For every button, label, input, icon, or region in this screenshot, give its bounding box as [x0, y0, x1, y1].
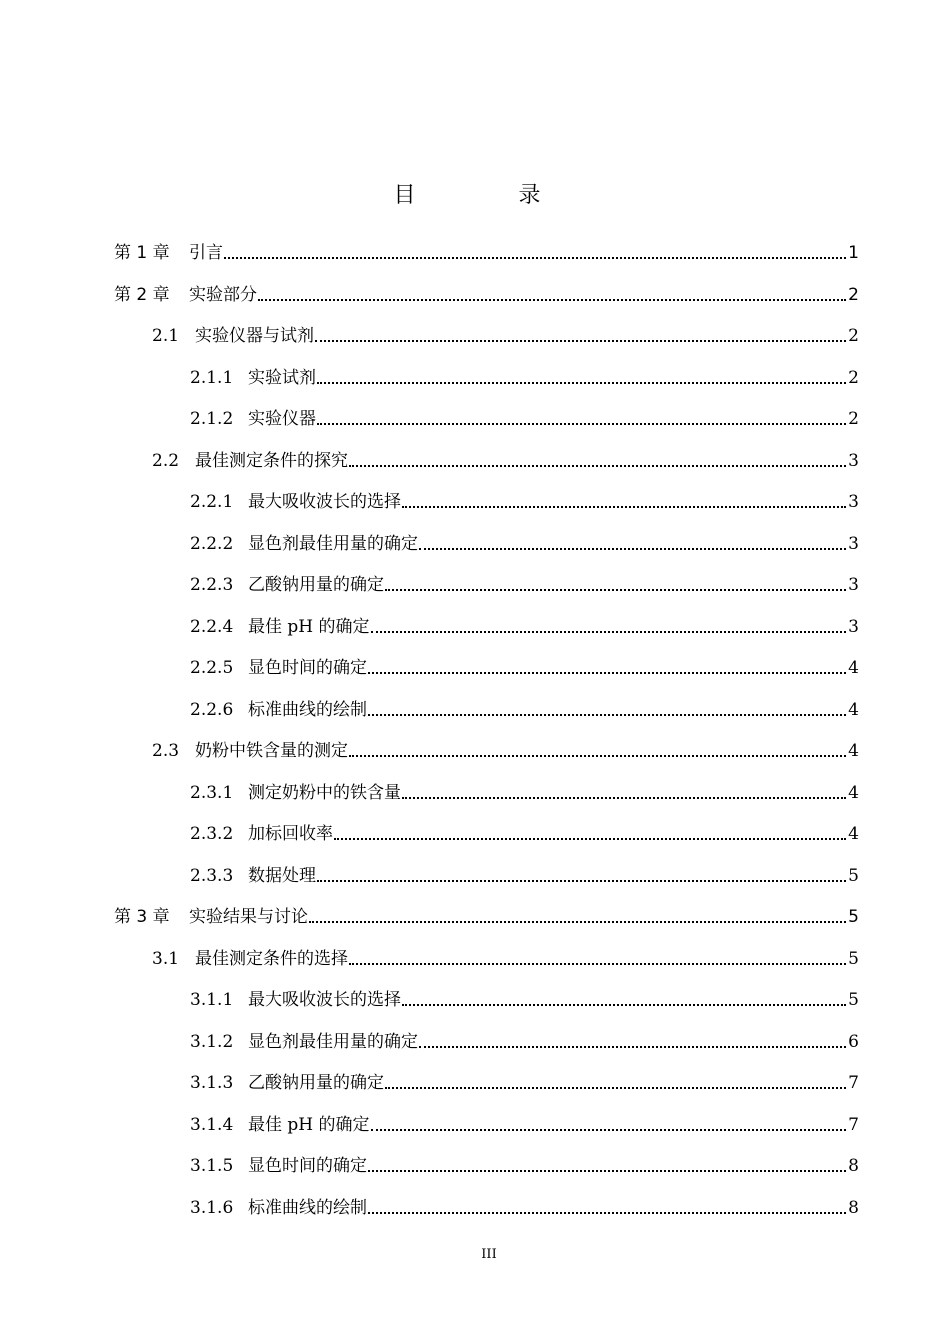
dot-leader — [385, 1087, 846, 1089]
toc-entry[interactable] — [190, 569, 859, 595]
toc-entry-title: 最大吸收波长的选择 — [248, 990, 401, 1010]
dot-leader — [368, 1170, 846, 1172]
dot-leader — [402, 506, 846, 508]
toc-entry-page: 5 — [848, 949, 859, 969]
toc-entry[interactable] — [190, 611, 859, 637]
toc-entry-title: 最大吸收波长的选择 — [248, 492, 401, 512]
toc-entry-number: 2.2.2 — [190, 534, 234, 554]
toc-entry-number: 3.1.4 — [190, 1115, 234, 1135]
toc-entry[interactable] — [190, 1150, 859, 1176]
toc-entry[interactable] — [190, 818, 859, 844]
toc-entry[interactable] — [190, 652, 859, 678]
toc-entry-title: 最佳测定条件的探究 — [195, 451, 348, 471]
dot-leader — [371, 631, 847, 633]
toc-entry-page: 6 — [848, 1032, 859, 1052]
toc-entry[interactable] — [190, 528, 859, 554]
toc-entry[interactable] — [190, 1109, 859, 1135]
toc-entry-number: 2.3 — [152, 741, 180, 761]
toc-entry-title: 显色剂最佳用量的确定 — [248, 1032, 418, 1052]
toc-entry-number: 2.1 — [152, 326, 180, 346]
toc-entry-number: 2.3.3 — [190, 866, 234, 886]
toc-entry-title: 实验试剂 — [248, 368, 316, 388]
toc-entry-page: 3 — [848, 617, 859, 637]
toc-entry-page: 5 — [848, 866, 859, 886]
toc-entry-page: 3 — [848, 451, 859, 471]
toc-entry[interactable] — [190, 984, 859, 1010]
dot-leader — [334, 838, 846, 840]
toc-entry-number: 2.2.3 — [190, 575, 234, 595]
toc-entry-number: 第 2 章 — [114, 285, 170, 305]
toc-entry-number: 第 3 章 — [114, 907, 170, 927]
dot-leader — [258, 299, 846, 301]
toc-entry-page: 4 — [848, 783, 859, 803]
dot-leader — [317, 423, 846, 425]
toc-entry-number: 2.2.1 — [190, 492, 234, 512]
toc-entry-page: 2 — [848, 409, 859, 429]
dot-leader — [317, 880, 846, 882]
toc-entry[interactable] — [114, 237, 859, 263]
toc-entry[interactable] — [152, 320, 859, 346]
toc-entry-page: 3 — [848, 575, 859, 595]
toc-entry-title: 显色时间的确定 — [248, 658, 367, 678]
toc-entry-title: 数据处理 — [248, 866, 316, 886]
dot-leader — [419, 1046, 846, 1048]
toc-entry-number: 3.1.5 — [190, 1156, 234, 1176]
toc-entry-page: 4 — [848, 658, 859, 678]
toc-entry-number: 3.1.3 — [190, 1073, 234, 1093]
toc-entry-number: 2.1.1 — [190, 368, 234, 388]
toc-entry-number: 2.3.2 — [190, 824, 234, 844]
toc-entry[interactable] — [190, 777, 859, 803]
toc-entry-title: 显色时间的确定 — [248, 1156, 367, 1176]
toc-entry-number: 2.2 — [152, 451, 180, 471]
toc-entry-page: 5 — [848, 907, 859, 927]
toc-entry-title: 实验部分 — [189, 285, 257, 305]
toc-entry-number: 2.2.6 — [190, 700, 234, 720]
dot-leader — [385, 589, 846, 591]
toc-entry-number: 3.1.1 — [190, 990, 234, 1010]
dot-leader — [349, 465, 846, 467]
toc-entry-page: 7 — [848, 1115, 859, 1135]
toc-entry[interactable] — [190, 694, 859, 720]
toc-entry-page: 1 — [848, 243, 859, 263]
toc-entry-page: 3 — [848, 534, 859, 554]
page-number-footer: III — [481, 1247, 497, 1262]
toc-entry-page: 4 — [848, 700, 859, 720]
dot-leader — [368, 714, 846, 716]
toc-entry[interactable] — [190, 403, 859, 429]
toc-entry[interactable] — [190, 486, 859, 512]
toc-entry-number: 3.1 — [152, 949, 180, 969]
toc-entry[interactable] — [152, 445, 859, 471]
dot-leader — [368, 672, 846, 674]
dot-leader — [402, 797, 846, 799]
toc-entry-page: 7 — [848, 1073, 859, 1093]
dot-leader — [402, 1004, 846, 1006]
toc-entry-title: 标准曲线的绘制 — [248, 1198, 367, 1218]
toc-entry-number: 2.2.4 — [190, 617, 234, 637]
dot-leader — [368, 1212, 846, 1214]
dot-leader — [315, 340, 846, 342]
toc-entry-page: 2 — [848, 326, 859, 346]
toc-entry-page: 2 — [848, 285, 859, 305]
toc-entry-title: 最佳 pH 的确定 — [248, 617, 370, 637]
toc-entry-page: 3 — [848, 492, 859, 512]
toc-entry[interactable] — [152, 735, 859, 761]
toc-entry-number: 2.1.2 — [190, 409, 234, 429]
toc-entry-page: 2 — [848, 368, 859, 388]
toc-entry-title: 测定奶粉中的铁含量 — [248, 783, 401, 803]
toc-entry-title: 实验仪器与试剂 — [195, 326, 314, 346]
toc-entry-number: 3.1.6 — [190, 1198, 234, 1218]
toc-entry-page: 4 — [848, 824, 859, 844]
toc-entry[interactable] — [190, 1067, 859, 1093]
toc-entry[interactable] — [190, 1192, 859, 1218]
dot-leader — [371, 1129, 847, 1131]
dot-leader — [224, 257, 846, 259]
toc-entry[interactable] — [152, 943, 859, 969]
toc-title: 目 录 — [393, 183, 589, 208]
toc-entry-page: 8 — [848, 1198, 859, 1218]
toc-entry-title: 实验结果与讨论 — [189, 907, 308, 927]
toc-entry-title: 显色剂最佳用量的确定 — [248, 534, 418, 554]
toc-entry-title: 乙酸钠用量的确定 — [248, 1073, 384, 1093]
toc-entry-title: 标准曲线的绘制 — [248, 700, 367, 720]
toc-entry-title: 最佳测定条件的选择 — [195, 949, 348, 969]
toc-entry[interactable] — [190, 860, 859, 886]
toc-entry-title: 实验仪器 — [248, 409, 316, 429]
toc-entry-title: 乙酸钠用量的确定 — [248, 575, 384, 595]
toc-entry-title: 最佳 pH 的确定 — [248, 1115, 370, 1135]
dot-leader — [309, 921, 846, 923]
dot-leader — [349, 755, 846, 757]
toc-entry-title: 加标回收率 — [248, 824, 333, 844]
toc-entry-page: 8 — [848, 1156, 859, 1176]
toc-entry[interactable] — [114, 279, 859, 305]
toc-entry-page: 5 — [848, 990, 859, 1010]
toc-entry[interactable] — [190, 362, 859, 388]
toc-entry-number: 3.1.2 — [190, 1032, 234, 1052]
dot-leader — [349, 963, 846, 965]
toc-entry[interactable] — [190, 1026, 859, 1052]
dot-leader — [419, 548, 846, 550]
toc-entry-title: 引言 — [189, 243, 223, 263]
toc-entry[interactable] — [114, 901, 859, 927]
toc-entry-title: 奶粉中铁含量的测定 — [195, 741, 348, 761]
toc-entry-number: 第 1 章 — [114, 243, 170, 263]
toc-entry-number: 2.3.1 — [190, 783, 234, 803]
dot-leader — [317, 382, 846, 384]
toc-entry-number: 2.2.5 — [190, 658, 234, 678]
toc-entry-page: 4 — [848, 741, 859, 761]
